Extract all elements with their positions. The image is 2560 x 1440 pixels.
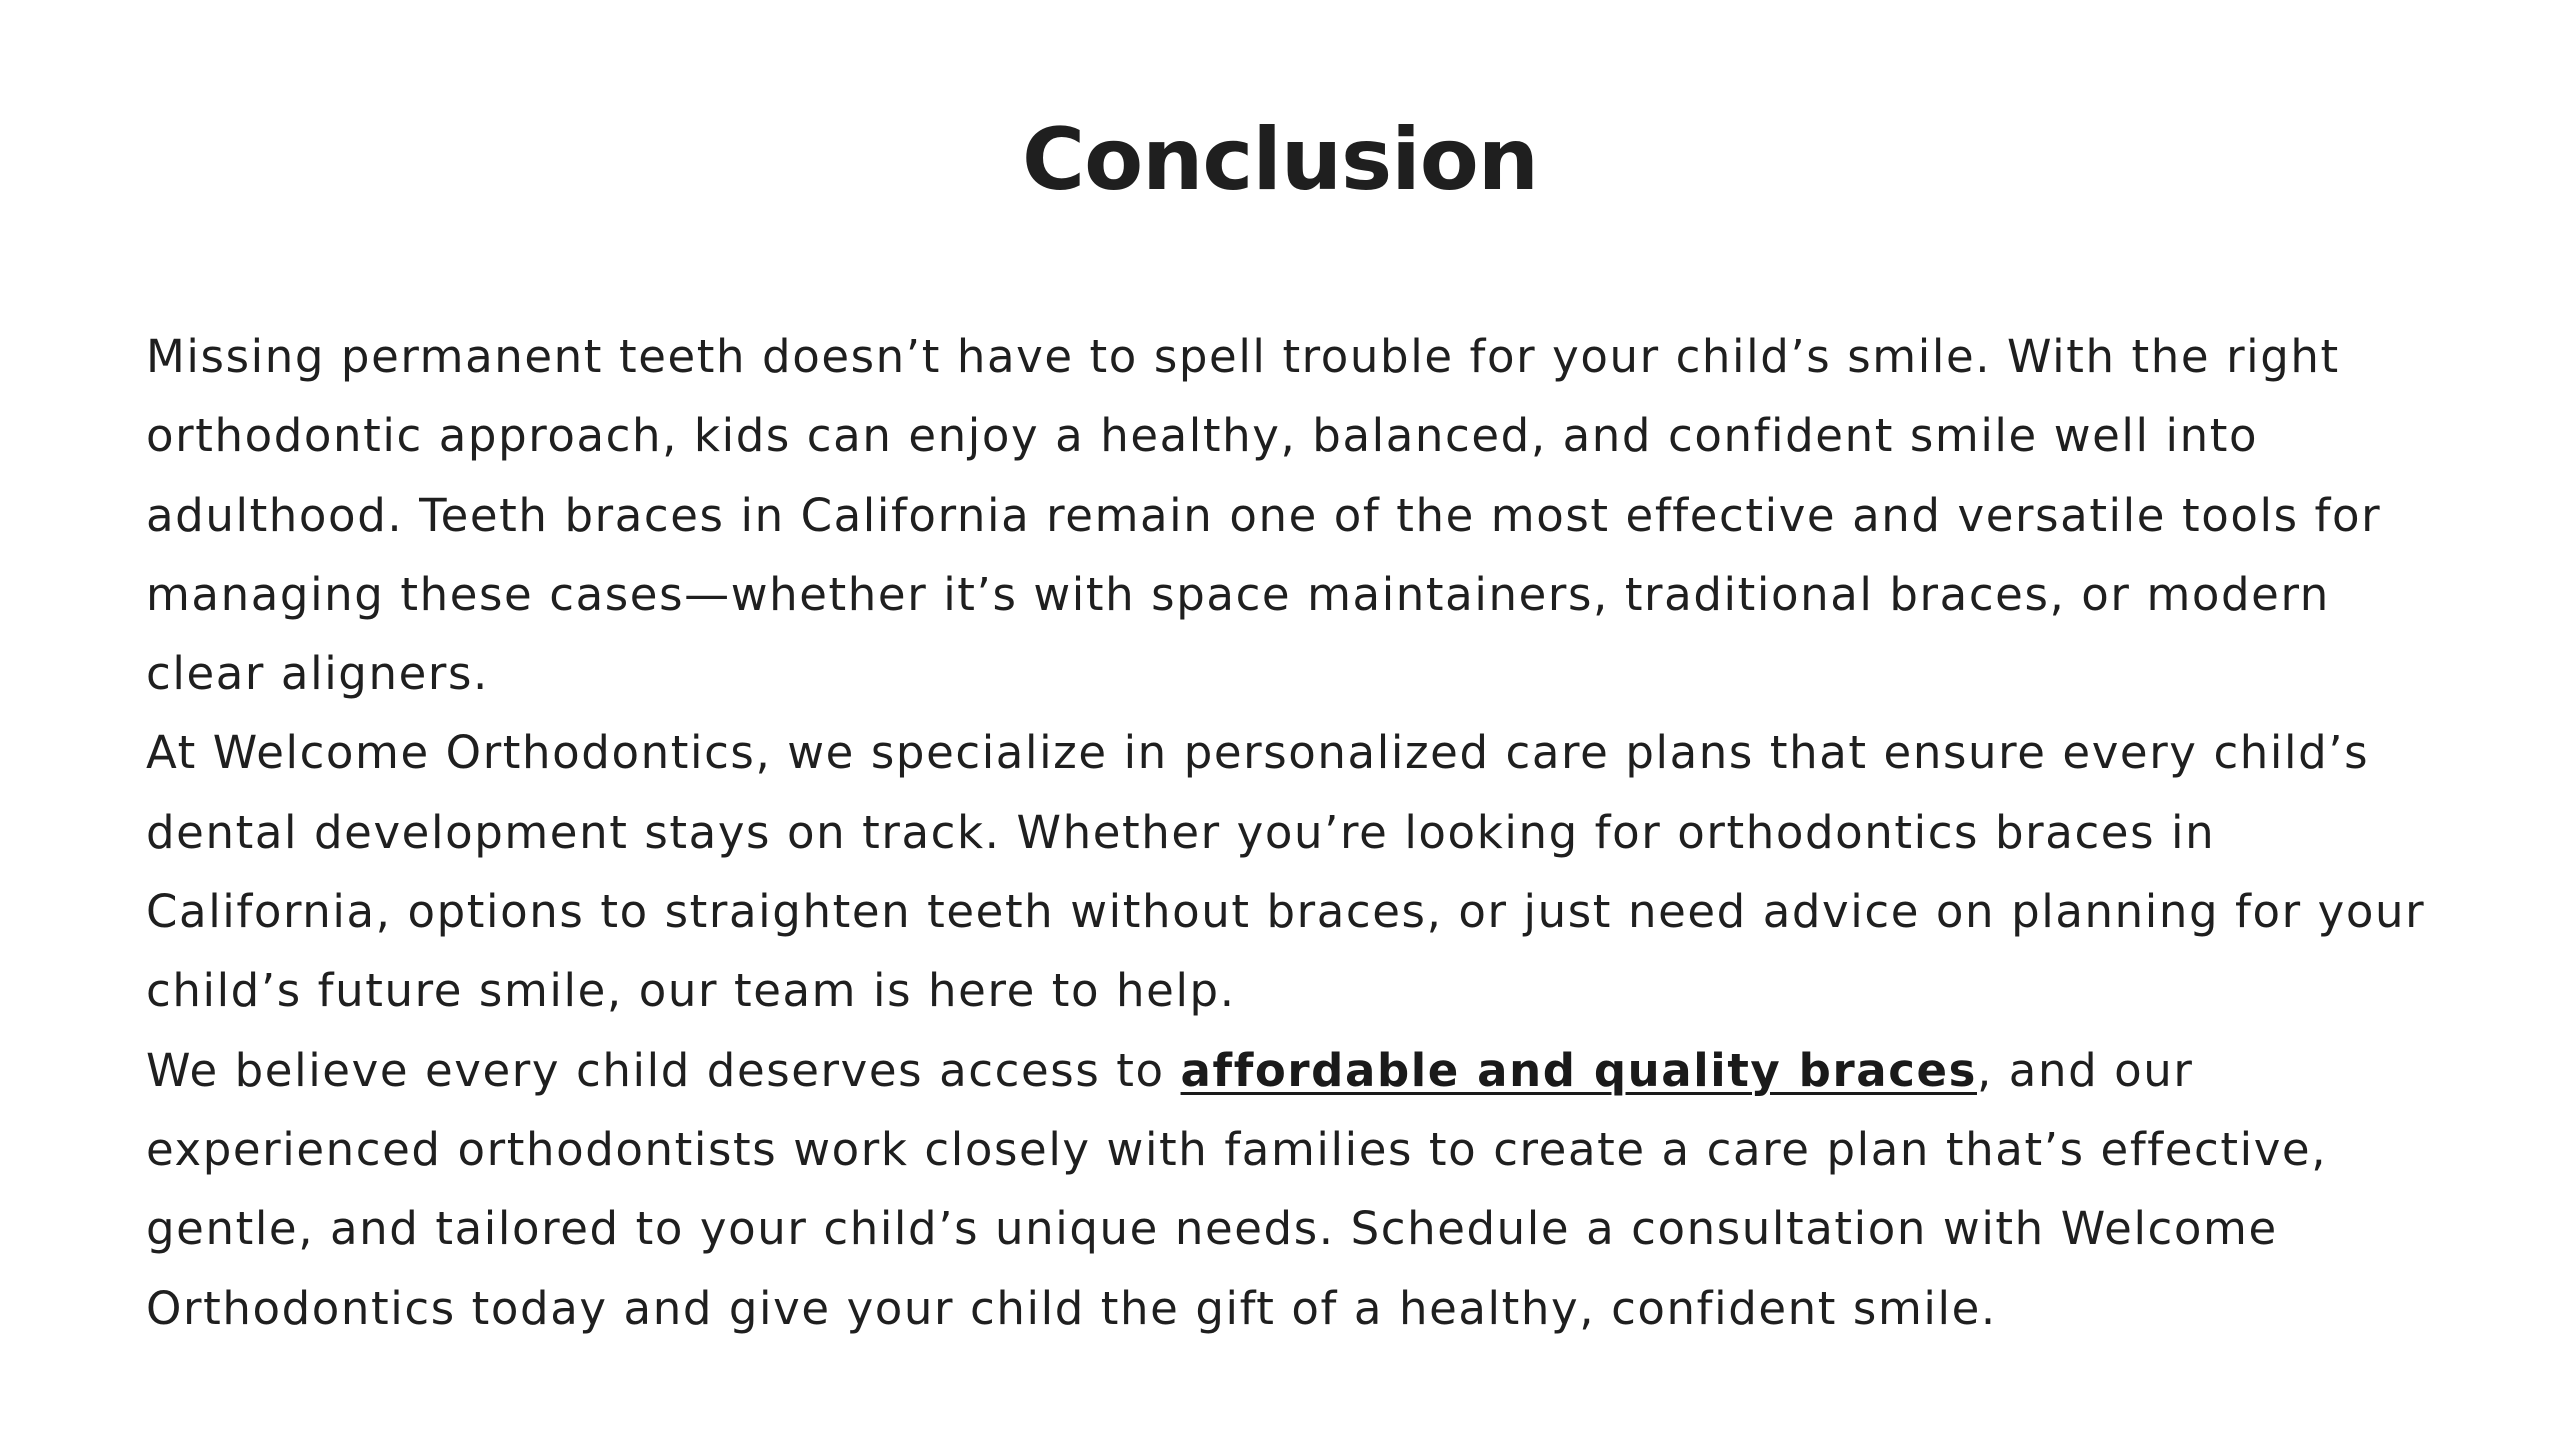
section-title: Conclusion — [1021, 110, 1539, 210]
paragraph-2: At Welcome Orthodontics, we specialize in personalized care plans that ensure every child’s dental development stays on track. Whether you’re looking for orthodontics braces in California, options to straighten teeth without braces, or just need advice on planning for your child’s future smile, our team is here to help. — [146, 726, 2426, 1018]
article-body — [146, 317, 2446, 1348]
paragraph-1: Missing permanent teeth doesn’t have to spell trouble for your child’s smile. With the right orthodontic approach, kids can enjoy a healthy, balanced, and confident smile well into adulthood. Teeth braces in California remain one of the most effective and versatile tools for managing these cases—whether it’s with space maintainers, traditional braces, or modern clear aligners. — [146, 330, 2382, 701]
paragraph-3-text-after: , and our experienced orthodontists work closely with families to create a care plan that’s effective, gentle, and tailored to your child’s unique needs. Schedule a consultation with Welcome Orthodontics today and give your child the gift of a healthy, confident smile. — [146, 1043, 2328, 1335]
affordable-braces-link[interactable]: affordable and quality braces — [1180, 1043, 1977, 1097]
paragraph-3 — [146, 1031, 2446, 1348]
paragraph-3-text-before: We believe every child deserves access to — [146, 1043, 1181, 1097]
